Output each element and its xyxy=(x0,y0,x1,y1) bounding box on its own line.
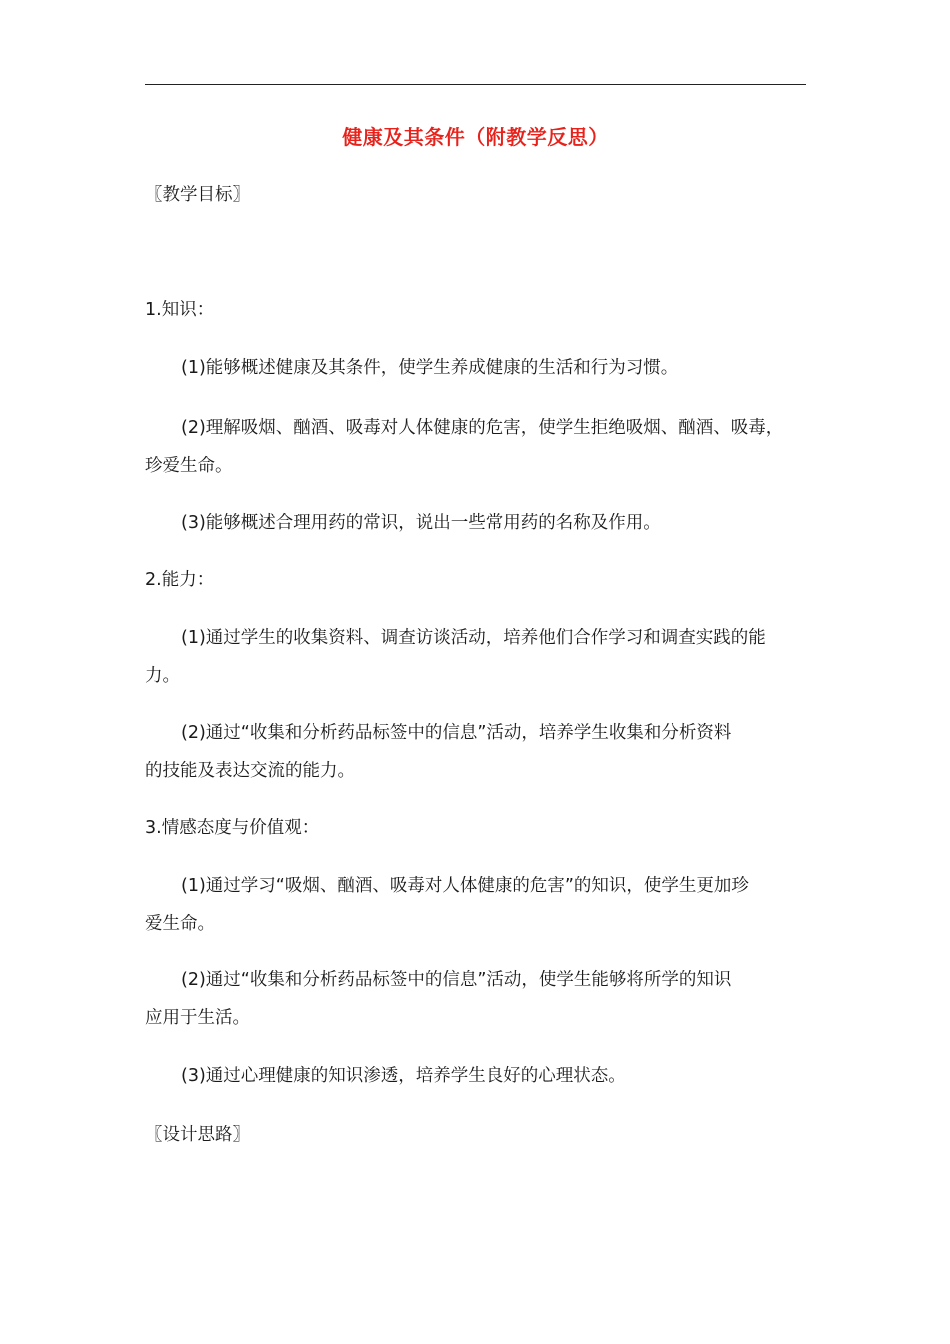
emotion-item-3: (3)通过心理健康的知识渗透，培养学生良好的心理状态。 xyxy=(181,1066,626,1086)
knowledge-item-1: (1)能够概述健康及其条件，使学生养成健康的生活和行为习惯。 xyxy=(181,358,679,378)
ability-item-1-line-1: (1)通过学生的收集资料、调查访谈活动，培养他们合作学习和调查实践的能 xyxy=(181,628,766,648)
emotion-heading: 3.情感态度与价值观： xyxy=(145,818,320,838)
header-rule xyxy=(145,84,806,85)
knowledge-item-2-line-1: (2)理解吸烟、酗酒、吸毒对人体健康的危害，使学生拒绝吸烟、酗酒、吸毒， xyxy=(181,418,784,438)
document-title: 健康及其条件（附教学反思） xyxy=(342,125,609,149)
ability-item-2-line-2: 的技能及表达交流的能力。 xyxy=(145,761,355,781)
ability-item-1-line-2: 力。 xyxy=(145,666,180,686)
knowledge-item-3: (3)能够概述合理用药的常识，说出一些常用药的名称及作用。 xyxy=(181,513,661,533)
emotion-item-1-line-2: 爱生命。 xyxy=(145,914,215,934)
section-heading-design: 〖设计思路〗 xyxy=(145,1125,250,1145)
emotion-item-2-line-2: 应用于生活。 xyxy=(145,1008,250,1028)
knowledge-item-2-line-2: 珍爱生命。 xyxy=(145,456,233,476)
emotion-item-1-line-1: (1)通过学习“吸烟、酗酒、吸毒对人体健康的危害”的知识，使学生更加珍 xyxy=(181,876,749,896)
emotion-item-2-line-1: (2)通过“收集和分析药品标签中的信息”活动，使学生能够将所学的知识 xyxy=(181,970,732,990)
knowledge-heading: 1.知识： xyxy=(145,300,215,320)
ability-item-2-line-1: (2)通过“收集和分析药品标签中的信息”活动，培养学生收集和分析资料 xyxy=(181,723,732,743)
ability-heading: 2.能力： xyxy=(145,570,215,590)
section-heading-goals: 〖教学目标〗 xyxy=(145,185,250,205)
